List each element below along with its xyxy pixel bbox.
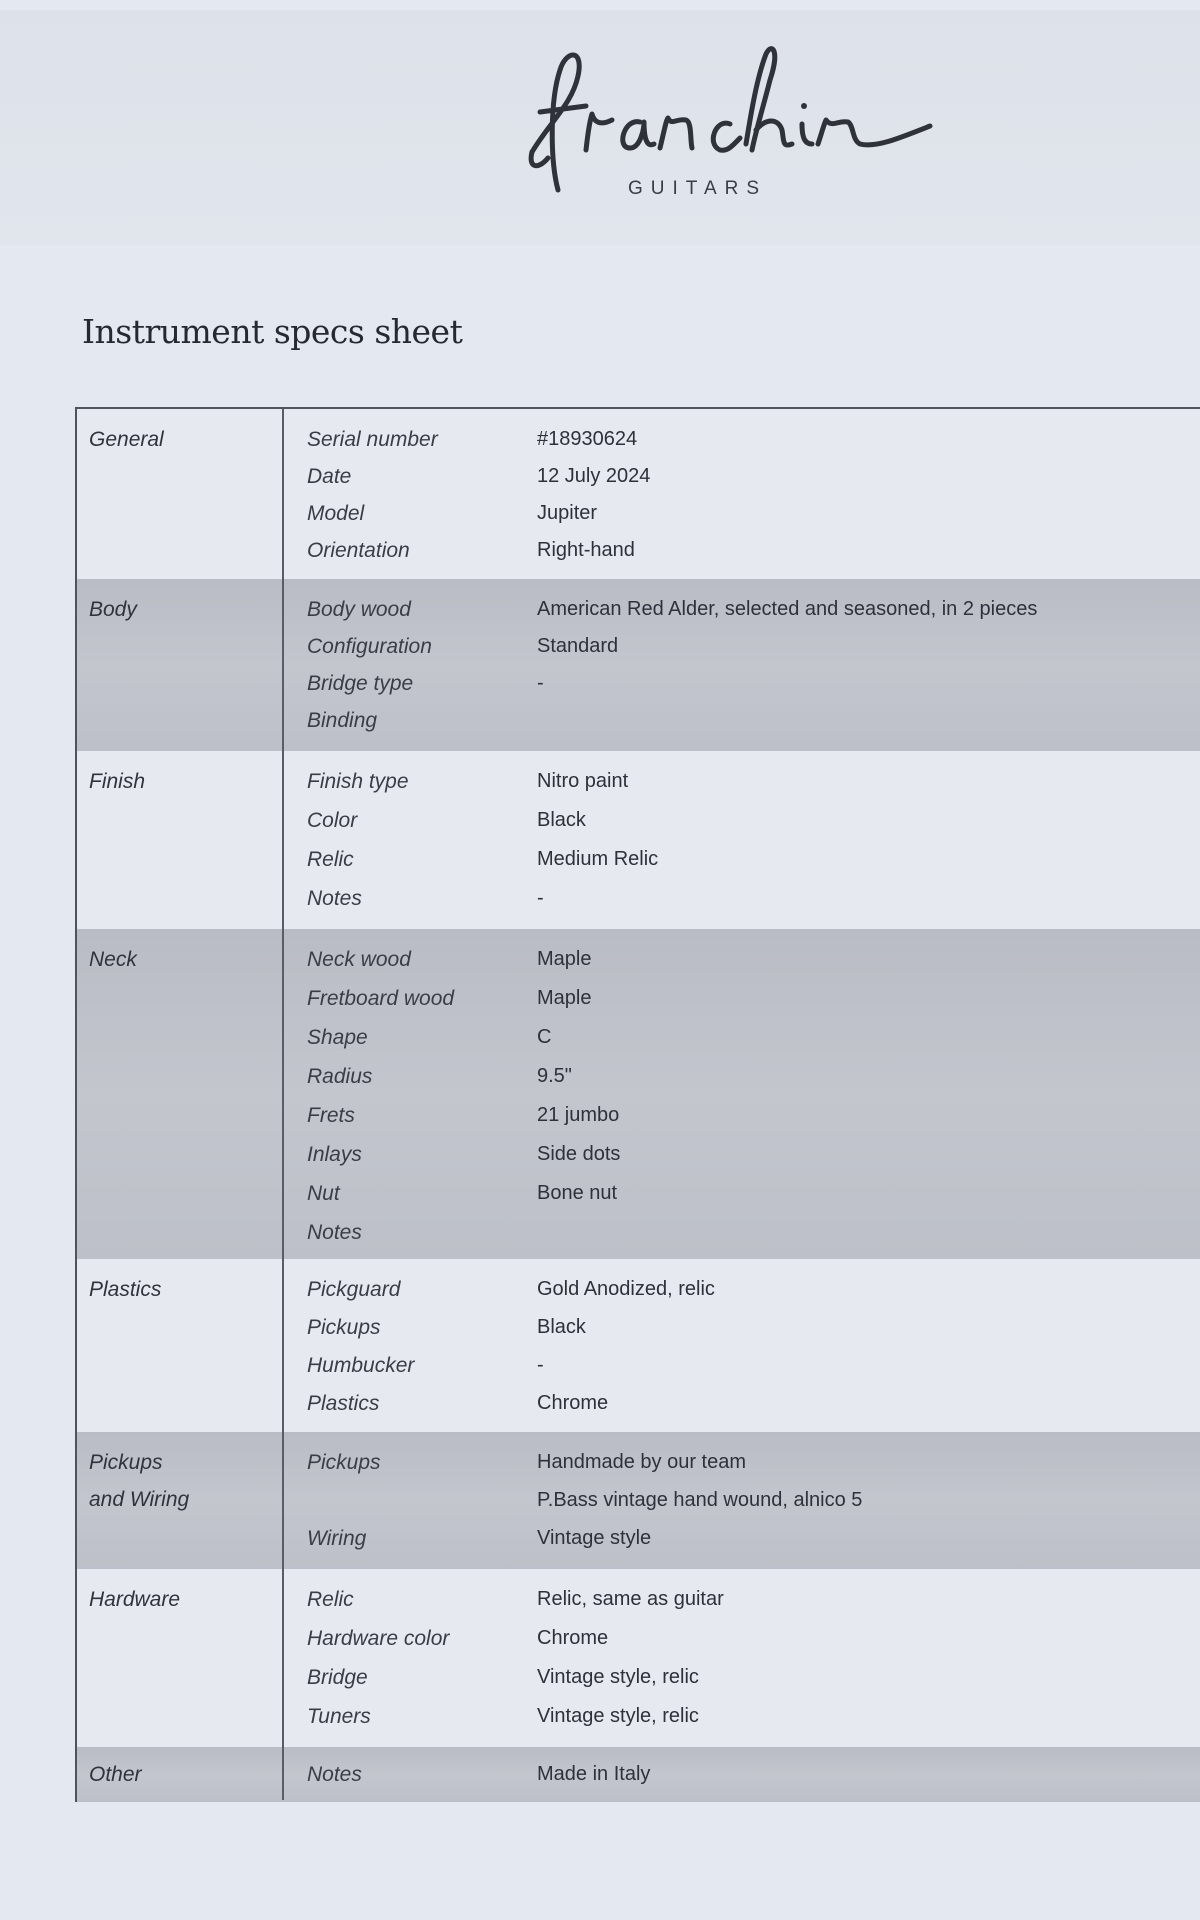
field-label: Model [307,502,365,525]
field-value: Jupiter [537,502,598,524]
field-value: - [537,672,544,694]
field-label: Radius [307,1065,373,1088]
field-value: #18930624 [537,428,638,450]
field-value: P.Bass vintage hand wound, alnico 5 [537,1489,863,1511]
table-row [307,1309,1200,1346]
field-label: Nut [307,1182,340,1205]
field-label: Pickups [307,1451,381,1474]
field-label: Orientation [307,539,410,562]
field-value: Chrome [537,1392,609,1414]
table-row [307,1520,1200,1557]
field-value: Chrome [537,1627,609,1649]
field-value: Standard [537,635,619,657]
field-label: Frets [307,1104,355,1127]
table-row [307,628,1200,665]
field-label: Pickguard [307,1278,401,1301]
field-value: 12 July 2024 [537,465,651,487]
field-label: Relic [307,848,354,871]
table-row [307,1271,1200,1308]
field-value: - [537,887,544,909]
section-body [77,579,1200,751]
table-row [307,1620,1200,1657]
table-row [307,532,1200,569]
field-label: Finish type [307,770,409,793]
logo-subtitle: GUITARS [628,178,768,199]
field-value: American Red Alder, selected and seasoned, in 2 pieces [537,598,1038,620]
table-row [307,702,1200,739]
table-row [307,1019,1200,1056]
field-value: Nitro paint [537,770,629,792]
table-row [307,1136,1200,1173]
section-neck [77,929,1200,1259]
section-label: Other [89,1763,142,1786]
field-value: Relic, same as guitar [537,1588,724,1610]
field-value: Right-hand [537,539,635,561]
section-plastics [77,1259,1200,1432]
table-row [307,1097,1200,1134]
field-value: Medium Relic [537,848,659,870]
field-value: Handmade by our team [537,1451,747,1473]
field-label: Relic [307,1588,354,1611]
table-row [307,1058,1200,1095]
field-label: Tuners [307,1705,371,1728]
table-row [307,421,1200,458]
table-row [307,1444,1200,1481]
column-divider [282,409,284,1800]
table-row [307,1175,1200,1212]
field-value: Gold Anodized, relic [537,1278,715,1300]
field-label: Color [307,809,358,832]
section-label: Finish [89,770,146,793]
section-label: General [89,428,164,451]
field-label: Inlays [307,1143,362,1166]
field-label: Bridge type [307,672,414,695]
field-value: Vintage style, relic [537,1666,699,1688]
table-row [307,1581,1200,1618]
table-row [307,1385,1200,1422]
field-label: Date [307,465,352,488]
table-row [307,1482,1200,1519]
table-row [307,841,1200,878]
table-row [307,1756,1200,1793]
section-label: Neck [89,948,137,971]
section-label: Plastics [89,1278,162,1301]
field-value: Vintage style [537,1527,652,1549]
section-label: Body [89,598,137,621]
field-value: 9.5" [537,1065,572,1087]
field-label: Plastics [307,1392,380,1415]
section-label: Hardware [89,1588,181,1611]
field-label: Notes [307,1221,362,1244]
section-pickups-wiring [77,1432,1200,1569]
field-value: - [537,1354,544,1376]
field-label: Fretboard wood [307,987,455,1010]
section-label-line1: Pickups [89,1451,163,1474]
section-finish [77,751,1200,929]
field-label: Neck wood [307,948,411,971]
field-label: Hardware color [307,1627,450,1650]
field-value: Side dots [537,1143,621,1165]
table-row [307,591,1200,628]
field-label: Serial number [307,428,438,451]
table-row [307,1214,1200,1251]
field-value: Vintage style, relic [537,1705,699,1727]
field-value: Maple [537,987,592,1009]
field-value: Maple [537,948,592,970]
section-hardware [77,1569,1200,1747]
section-label-line2: and Wiring [89,1488,190,1511]
field-value: Black [537,809,586,831]
table-row [307,763,1200,800]
field-label: Bridge [307,1666,368,1689]
table-row [307,980,1200,1017]
field-value: Made in Italy [537,1763,651,1785]
table-row [307,880,1200,917]
table-row [307,495,1200,532]
field-label: Notes [307,1763,362,1786]
section-general [77,409,1200,579]
field-label: Configuration [307,635,432,658]
table-row [307,1698,1200,1735]
field-value: Black [537,1316,586,1338]
field-label: Pickups [307,1316,381,1339]
field-value: 21 jumbo [537,1104,620,1126]
page-title: Instrument specs sheet [82,312,463,351]
section-other [77,1747,1200,1802]
field-label: Body wood [307,598,411,621]
field-label: Shape [307,1026,368,1049]
logo-dot [801,103,807,109]
field-value: Bone nut [537,1182,618,1204]
table-row [307,941,1200,978]
table-row [307,802,1200,839]
table-row [307,1347,1200,1384]
table-row [307,665,1200,702]
field-label: Wiring [307,1527,367,1550]
specs-table [75,407,1200,1802]
table-row [307,1659,1200,1696]
field-value: C [537,1026,552,1048]
field-label: Binding [307,709,378,732]
table-row [307,458,1200,495]
field-label: Notes [307,887,362,910]
field-label: Humbucker [307,1354,415,1377]
section-label [89,1444,189,1518]
